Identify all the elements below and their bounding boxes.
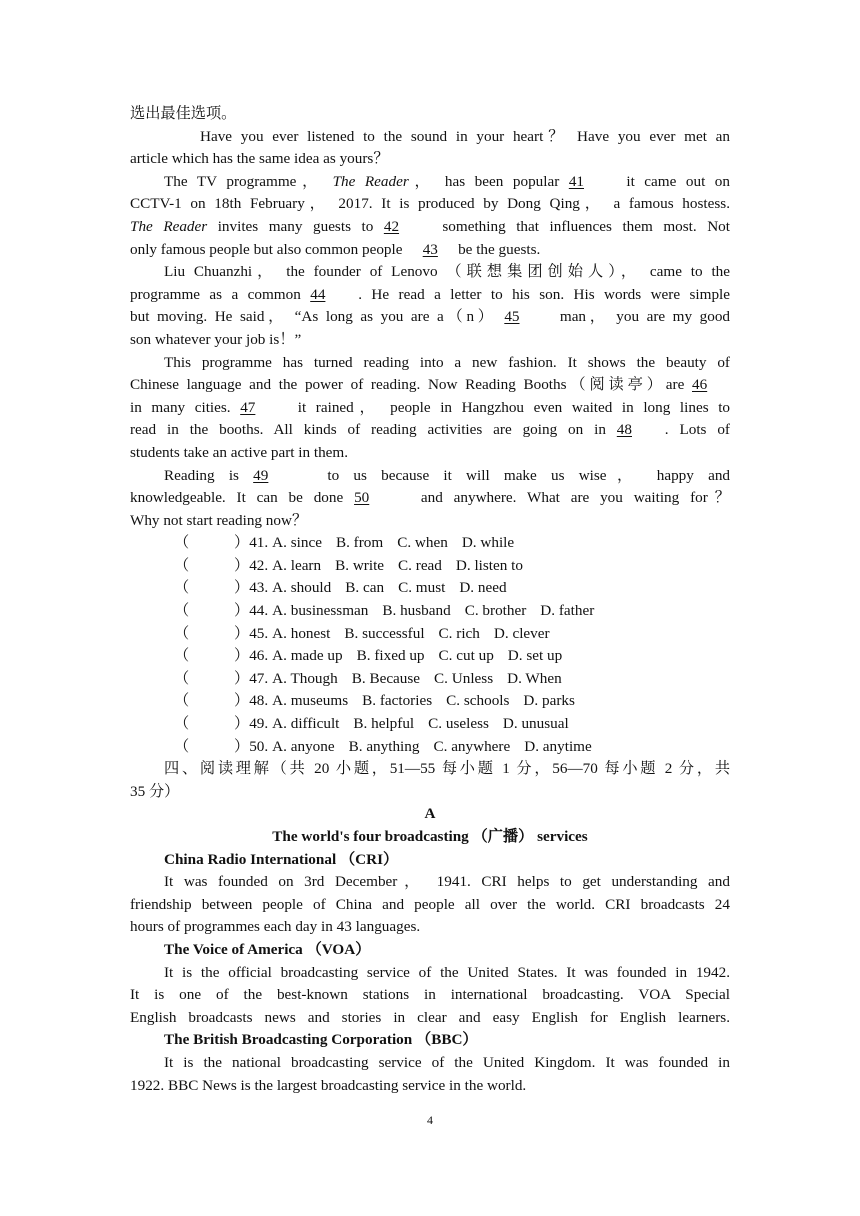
passage-line: knowledgeable. It can be done 50 and anywhere. What are you waiting for？: [130, 487, 730, 510]
option: B. husband: [382, 602, 451, 620]
passage-line: in many cities. 47 it rained， people in Hangzhou even waited in long lines to: [130, 397, 730, 420]
question-number: ）44.: [234, 602, 269, 620]
option: D. father: [540, 602, 595, 620]
question-row: [130, 577, 730, 600]
passage-line: hours of programmes each day in 43 languages.: [130, 918, 421, 936]
option: C. Unless: [434, 669, 494, 687]
section-heading: 四、阅读理解（共 20 小题，51—55 每小题 1 分，56—70 每小题 2 分，共: [164, 760, 730, 778]
blank-42: 42: [383, 217, 400, 235]
option: C. schools: [446, 692, 510, 710]
option: A. should: [272, 579, 332, 597]
option: C. anywhere: [433, 737, 511, 755]
blank-47: 47: [240, 398, 256, 416]
option: B. can: [345, 579, 385, 597]
passage-line: son whatever your job is！”: [130, 330, 302, 348]
cri-heading: China Radio International （CRI）: [164, 850, 399, 868]
option: C. rich: [438, 624, 480, 642]
option: B. fixed up: [356, 647, 425, 665]
passage-line: This programme has turned reading into a new fashion. It shows the beauty of: [164, 353, 730, 371]
question-number: ）46.: [234, 647, 269, 665]
passage-line: 1922. BBC News is the largest broadcasting service in the world.: [130, 1076, 527, 1094]
passage-line: only famous people but also common people 43 be the guests.: [130, 239, 730, 262]
question-row: [130, 713, 730, 736]
blank-49: 49: [253, 466, 269, 484]
option: B. from: [335, 534, 384, 552]
passage-line: Have you ever listened to the sound in your heart？ Have you ever met an: [200, 127, 730, 145]
answer-paren[interactable]: （: [174, 737, 190, 755]
answer-paren[interactable]: （: [174, 669, 190, 687]
answer-paren[interactable]: （: [174, 692, 190, 710]
passage-line: English broadcasts news and stories in clear and easy English for English learners.: [130, 1008, 730, 1026]
option: D. while: [461, 534, 515, 552]
answer-paren[interactable]: （: [174, 534, 190, 552]
option: B. write: [335, 556, 385, 574]
question-row: [130, 668, 730, 691]
question-number: ）45.: [234, 624, 269, 642]
passage-line: The Reader invites many guests to 42 something that influences them most. Not: [130, 216, 730, 239]
option: C. must: [398, 579, 446, 597]
section-heading-cont: 35 分）: [130, 782, 180, 800]
option: A. museums: [272, 692, 349, 710]
blank-46: 46: [692, 376, 708, 394]
question-row: [130, 555, 730, 578]
answer-paren[interactable]: （: [174, 647, 190, 665]
programme-title: The Reader: [332, 172, 409, 190]
option: D. set up: [507, 647, 563, 665]
passage-line: article which has the same idea as yours？: [130, 150, 389, 168]
option: A. since: [272, 534, 322, 552]
passage-line: It is one of the best-known stations in international broadcasting. VOA Special: [130, 986, 730, 1004]
passage-line: Reading is 49 to us because it will make us wise， happy and: [130, 465, 730, 488]
passage-line: programme as a common 44 . He read a letter to his son. His words were simple: [130, 284, 730, 307]
question-list: [130, 532, 730, 758]
answer-paren[interactable]: （: [174, 579, 190, 597]
option: B. successful: [344, 624, 425, 642]
passage-line: students take an active part in them.: [130, 443, 349, 461]
question-row: [130, 736, 730, 759]
answer-paren[interactable]: （: [174, 715, 190, 733]
option: C. read: [398, 556, 442, 574]
option: D. parks: [523, 692, 575, 710]
blank-48: 48: [616, 421, 632, 439]
part-label: A: [424, 805, 436, 823]
passage-line: Liu Chuanzhi， the founder of Lenovo （联想集团创始人）， came to the: [164, 263, 730, 281]
blank-45: 45: [504, 308, 520, 326]
blank-43: 43: [422, 240, 438, 258]
option: C. when: [397, 534, 448, 552]
passage-line: It was founded on 3rd December， 1941. CRI helps to get understanding and: [164, 873, 730, 891]
answer-paren[interactable]: （: [174, 556, 190, 574]
blank-44: 44: [310, 285, 326, 303]
option: A. anyone: [272, 737, 335, 755]
answer-paren[interactable]: （: [174, 602, 190, 620]
option: D. When: [507, 669, 562, 687]
option: D. need: [459, 579, 507, 597]
blank-50: 50: [354, 489, 370, 507]
blank-41: 41: [568, 172, 584, 190]
programme-title: The Reader: [130, 217, 208, 235]
option: A. learn: [272, 556, 322, 574]
passage-line: CCTV-1 on 18th February， 2017. It is produced by Dong Qing， a famous hostess.: [130, 195, 730, 213]
page-content: [130, 103, 730, 1097]
option: C. useless: [428, 715, 489, 733]
passage-line: friendship between people of China and people all over the world. CRI broadcasts 24: [130, 895, 730, 913]
option: C. brother: [464, 602, 527, 620]
option: A. honest: [272, 624, 331, 642]
question-number: ）47.: [234, 669, 269, 687]
question-row: [130, 623, 730, 646]
option: A. Though: [272, 669, 338, 687]
question-number: ）49.: [234, 715, 269, 733]
voa-heading: The Voice of America （VOA）: [164, 940, 371, 958]
answer-paren[interactable]: （: [174, 624, 190, 642]
page-number: 4: [427, 1113, 433, 1127]
option: A. difficult: [272, 715, 340, 733]
question-number: ）43.: [234, 579, 269, 597]
option: D. clever: [493, 624, 550, 642]
question-number: ）41.: [234, 534, 269, 552]
question-row: [130, 690, 730, 713]
passage-title: The world's four broadcasting （广播） services: [272, 828, 588, 845]
passage-line: It is the national broadcasting service of the United Kingdom. It was founded in: [164, 1053, 730, 1071]
passage-line: read in the booths. All kinds of reading activities are going on in 48 . Lots of: [130, 419, 730, 442]
passage-line: but moving. He said， “As long as you are a（n） 45 man， you are my good: [130, 306, 730, 329]
option: B. factories: [362, 692, 433, 710]
bbc-heading: The British Broadcasting Corporation （BBC）: [164, 1031, 478, 1049]
question-number: ）50.: [234, 737, 269, 755]
question-number: ）42.: [234, 556, 269, 574]
option: D. listen to: [455, 556, 523, 574]
option: B. helpful: [353, 715, 415, 733]
option: D. unusual: [502, 715, 569, 733]
option: C. cut up: [438, 647, 494, 665]
passage-line: It is the official broadcasting service of the United States. It was founded in 1942.: [164, 963, 730, 981]
option: A. businessman: [272, 602, 369, 620]
intro-line: 选出最佳选项。: [130, 105, 237, 122]
passage-line: The TV programme， The Reader， has been popular 41 it came out on: [130, 171, 730, 194]
question-row: [130, 645, 730, 668]
question-row: [130, 600, 730, 623]
option: D. anytime: [524, 737, 592, 755]
passage-line: Why not start reading now？: [130, 511, 308, 529]
question-row: [130, 532, 730, 555]
option: B. anything: [348, 737, 420, 755]
passage-line: Chinese language and the power of reading. Now Reading Booths（阅读亭）are 46: [130, 374, 730, 397]
option: B. Because: [351, 669, 421, 687]
question-number: ）48.: [234, 692, 269, 710]
option: A. made up: [272, 647, 343, 665]
